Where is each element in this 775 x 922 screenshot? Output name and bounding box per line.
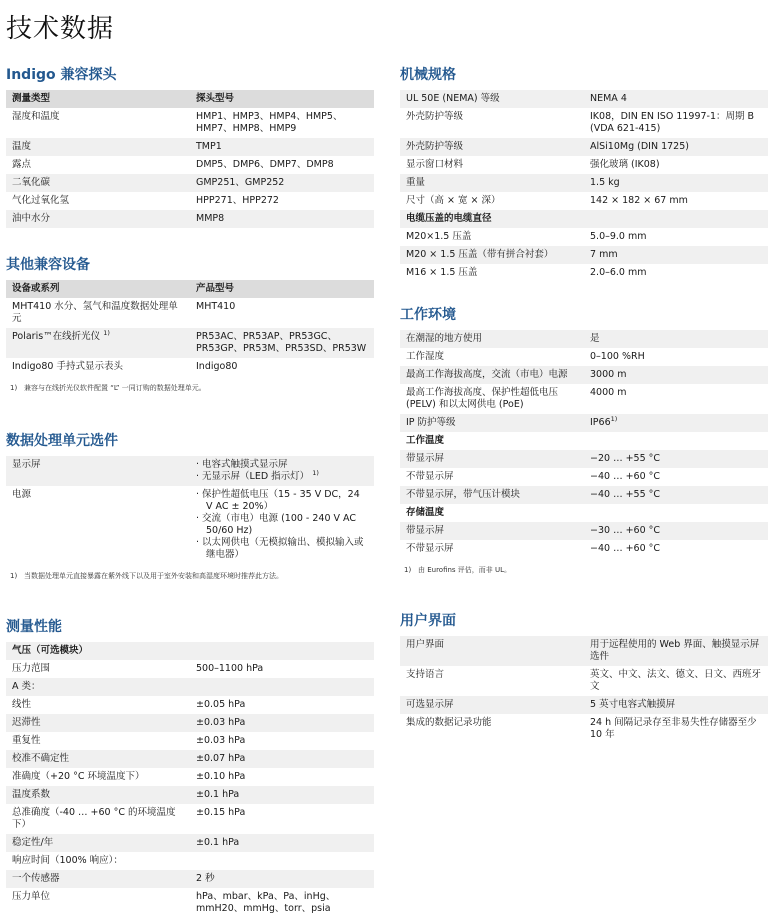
row-label: 总准确度（-40 … +60 °C 的环境温度下） bbox=[12, 807, 176, 830]
mechanical-section bbox=[400, 66, 768, 282]
table-row bbox=[400, 192, 768, 210]
row-value bbox=[584, 108, 768, 138]
row-value: GMP251、GMP252 bbox=[190, 174, 374, 192]
row-value bbox=[584, 366, 768, 384]
bullet-item: · 保护性超低电压（15 - 35 V DC，24 V AC ± 20%） bbox=[196, 489, 360, 512]
bullet-item: · 交流（市电）电源 (100 - 240 V AC 50/60 Hz) bbox=[196, 513, 357, 536]
row-label: 不带显示屏，带气压计模块 bbox=[400, 486, 584, 504]
header-cell: 设备或系列 bbox=[6, 280, 190, 298]
table-row bbox=[400, 348, 768, 366]
table-row bbox=[400, 156, 768, 174]
footnote-text: 当数据处理单元直接暴露在紫外线下以及用于室外安装和高湿度环境时推荐此方法。 bbox=[24, 572, 283, 580]
table-row bbox=[6, 786, 374, 804]
row-value-text: 强化玻璃 (IK08) bbox=[590, 159, 660, 170]
header-cell: 测量类型 bbox=[6, 90, 190, 108]
row-value bbox=[584, 348, 768, 366]
row-value-text: 英文、中文、法文、德文、日文、西班牙文 bbox=[590, 669, 762, 692]
table-row bbox=[6, 156, 374, 174]
row-value-text: NEMA 4 bbox=[590, 93, 627, 104]
row-value-text: IK08，DIN EN ISO 11997-1：周期 B (VDA 621-415) bbox=[590, 111, 755, 134]
row-label: IP 防护等级 bbox=[400, 414, 584, 432]
row-label: 存储温度 bbox=[406, 507, 445, 518]
row-value-text: IP66 bbox=[590, 417, 611, 428]
mechanical-table bbox=[400, 90, 768, 282]
row-value-text: ±0.05 hPa bbox=[196, 699, 246, 710]
table-row bbox=[400, 540, 768, 558]
row-label bbox=[6, 328, 190, 358]
probes-title: Indigo 兼容探头 bbox=[6, 67, 117, 83]
row-label: A 类： bbox=[6, 678, 190, 696]
row-label: 工作温度 bbox=[406, 435, 445, 446]
row-value: HPP271、HPP272 bbox=[196, 195, 279, 206]
row-value bbox=[190, 714, 374, 732]
table-row bbox=[400, 264, 768, 282]
row-value bbox=[190, 888, 374, 918]
row-value bbox=[190, 678, 374, 696]
row-label: 可选显示屏 bbox=[400, 696, 584, 714]
table-subheader bbox=[400, 432, 768, 450]
row-value bbox=[584, 90, 768, 108]
table-row bbox=[6, 870, 374, 888]
table-row bbox=[400, 414, 768, 432]
table-row bbox=[6, 888, 374, 918]
footnote-text: 由 Eurofins 评估，而非 UL。 bbox=[418, 566, 512, 574]
row-label: 集成的数据记录功能 bbox=[406, 717, 492, 728]
table-row bbox=[6, 210, 374, 228]
row-label: 压力单位 bbox=[12, 891, 51, 902]
footnote-text: 兼容与在线折光仪软件配置 “L” 一同订购的数据处理单元。 bbox=[24, 384, 206, 392]
table-row bbox=[6, 456, 374, 486]
row-value: HMP1、HMP3、HMP4、HMP5、HMP7、HMP8、HMP9 bbox=[196, 111, 343, 134]
row-value bbox=[190, 870, 374, 888]
row-value: DMP5、DMP6、DMP7、DMP8 bbox=[196, 159, 334, 170]
row-value: MHT410 bbox=[196, 301, 236, 312]
row-label: UL 50E (NEMA) 等级 bbox=[400, 90, 584, 108]
table-row bbox=[6, 696, 374, 714]
row-label: 外壳防护等级 bbox=[406, 111, 464, 122]
header-cell: 探头型号 bbox=[190, 90, 374, 108]
environment-section bbox=[400, 306, 768, 575]
footnote bbox=[400, 565, 768, 575]
devices-title: 其他兼容设备 bbox=[6, 257, 90, 273]
table-row bbox=[6, 192, 374, 210]
row-label: M20×1.5 压盖 bbox=[406, 231, 472, 242]
row-label: 压力范围 bbox=[12, 663, 51, 674]
bullet-item: · 电容式触摸式显示屏 bbox=[196, 459, 288, 470]
bullet-item: · 以太网供电（无模拟输出、模拟输入或继电器） bbox=[196, 537, 364, 560]
processing-title: 数据处理单元选件 bbox=[6, 433, 118, 449]
row-value bbox=[584, 264, 768, 282]
probes-section bbox=[6, 66, 374, 228]
row-value-text: 2 秒 bbox=[196, 873, 215, 884]
table-row bbox=[6, 660, 374, 678]
processing-section bbox=[6, 432, 374, 581]
table-subheader bbox=[400, 210, 768, 228]
table-row bbox=[400, 450, 768, 468]
table-row bbox=[400, 228, 768, 246]
row-value-text: −20 … +55 °C bbox=[590, 453, 661, 464]
table-row bbox=[400, 696, 768, 714]
row-label: 显示窗口材料 bbox=[406, 159, 464, 170]
row-value bbox=[584, 540, 768, 558]
row-value bbox=[584, 174, 768, 192]
table-subheader bbox=[6, 642, 374, 660]
row-label: 电源 bbox=[12, 489, 32, 500]
footnote-marker: 1) bbox=[610, 414, 618, 423]
footnote-number: 1) bbox=[10, 572, 18, 580]
row-value bbox=[584, 696, 768, 714]
row-label: Indigo80 手持式显示表头 bbox=[12, 361, 123, 372]
table-row bbox=[6, 358, 374, 376]
row-value-text: 0–100 %RH bbox=[590, 351, 645, 362]
ui-table bbox=[400, 636, 768, 744]
table-row bbox=[400, 522, 768, 540]
row-value-text: ±0.03 hPa bbox=[196, 735, 246, 746]
row-label: 尺寸（高 × 宽 × 深） bbox=[406, 195, 501, 206]
table-row bbox=[6, 714, 374, 732]
row-value-text: 5 英寸电容式触摸屏 bbox=[590, 699, 676, 710]
row-value bbox=[190, 804, 374, 834]
bullet-item: · 无显示屏（LED 指示灯） $^{1)}$ bbox=[196, 468, 319, 482]
row-value-text: ±0.07 hPa bbox=[196, 753, 246, 764]
row-label: 最高工作海拔高度，交流（市电）电源 bbox=[400, 366, 584, 384]
environment-title: 工作环境 bbox=[400, 307, 456, 323]
row-value-text: 142 × 182 × 67 mm bbox=[590, 195, 688, 206]
row-value bbox=[190, 486, 374, 564]
measurement-title: 测量性能 bbox=[6, 619, 62, 635]
row-value bbox=[190, 660, 374, 678]
row-value bbox=[584, 432, 768, 450]
row-value-text: 4000 m bbox=[590, 387, 627, 398]
row-value bbox=[584, 666, 768, 696]
row-value-text: ±0.03 hPa bbox=[196, 717, 246, 728]
row-label: 不带显示屏 bbox=[406, 543, 454, 554]
table-row bbox=[400, 366, 768, 384]
ui-section bbox=[400, 612, 768, 744]
table-row bbox=[6, 298, 374, 328]
row-value bbox=[584, 156, 768, 174]
row-value-text: −40 … +60 °C bbox=[590, 471, 661, 482]
row-value-text: ±0.15 hPa bbox=[196, 807, 246, 818]
footnote-marker: 1) bbox=[312, 468, 319, 477]
row-label: M16 × 1.5 压盖 bbox=[406, 267, 478, 278]
probes-table bbox=[6, 90, 374, 228]
row-value bbox=[584, 228, 768, 246]
devices-section bbox=[6, 256, 374, 393]
table-row bbox=[6, 768, 374, 786]
table-row bbox=[6, 750, 374, 768]
row-value: Indigo80 bbox=[196, 361, 238, 372]
footnote-marker: 1) bbox=[103, 328, 110, 337]
row-label: 校准不确定性 bbox=[6, 750, 190, 768]
row-value bbox=[584, 210, 768, 228]
row-label: 带显示屏 bbox=[400, 450, 584, 468]
row-value-text: AlSi10Mg (DIN 1725) bbox=[590, 141, 689, 152]
row-label: 电缆压盖的电缆直径 bbox=[400, 210, 584, 228]
row-label: 气化过氧化氢 bbox=[12, 195, 70, 206]
row-value-text: −40 … +55 °C bbox=[590, 489, 661, 500]
row-label: 湿度和温度 bbox=[12, 111, 60, 122]
row-value bbox=[584, 522, 768, 540]
row-value bbox=[584, 714, 768, 744]
table-row bbox=[400, 138, 768, 156]
row-value: PR53AC、PR53AP、PR53GC、PR53GP、PR53M、PR53SD、PR53W bbox=[190, 328, 374, 358]
row-label: 一个传感器 bbox=[6, 870, 190, 888]
row-label: 温度系数 bbox=[6, 786, 190, 804]
row-label: 用户界面 bbox=[400, 636, 584, 666]
row-value bbox=[190, 786, 374, 804]
row-label: 重复性 bbox=[12, 735, 41, 746]
row-label: 气压（可选模块） bbox=[6, 642, 190, 660]
table-row bbox=[400, 108, 768, 138]
row-value-text: 是 bbox=[590, 333, 600, 344]
table-row bbox=[6, 852, 374, 870]
table-row bbox=[6, 108, 374, 138]
row-label: 在潮湿的地方使用 bbox=[400, 330, 584, 348]
row-value-text: 500–1100 hPa bbox=[196, 663, 264, 674]
row-value bbox=[190, 732, 374, 750]
table-row bbox=[400, 330, 768, 348]
row-value-text: 7 mm bbox=[590, 249, 618, 260]
row-value: TMP1 bbox=[190, 138, 374, 156]
table-row bbox=[6, 174, 374, 192]
table-row bbox=[400, 468, 768, 486]
row-value-text: 2.0–6.0 mm bbox=[590, 267, 647, 278]
row-value bbox=[190, 750, 374, 768]
row-label: 油中水分 bbox=[6, 210, 190, 228]
table-row bbox=[6, 834, 374, 852]
table-row bbox=[400, 246, 768, 264]
row-value-text: ±0.1 hPa bbox=[196, 837, 240, 848]
row-value bbox=[190, 834, 374, 852]
row-label: 响应时间（100% 响应）： bbox=[12, 855, 123, 866]
table-row bbox=[6, 804, 374, 834]
row-label: 准确度（+20 °C 环境温度下） bbox=[12, 771, 145, 782]
footnote-number: 1) bbox=[404, 566, 412, 574]
row-value bbox=[584, 384, 768, 414]
row-value-text: 24 h 间隔记录存至非易失性存储器至少 10 年 bbox=[590, 717, 757, 740]
ui-title: 用户界面 bbox=[400, 613, 456, 629]
page-title: 技术数据 bbox=[6, 14, 115, 44]
table-row bbox=[400, 174, 768, 192]
row-value-text: 1.5 kg bbox=[590, 177, 620, 188]
row-value bbox=[584, 246, 768, 264]
measurement-section bbox=[6, 618, 374, 918]
measurement-table bbox=[6, 642, 374, 918]
processing-table bbox=[6, 456, 374, 564]
row-value-text: −30 … +60 °C bbox=[590, 525, 661, 536]
row-value bbox=[584, 330, 768, 348]
row-label: 带显示屏 bbox=[400, 522, 584, 540]
row-value-text: ±0.10 hPa bbox=[196, 771, 246, 782]
row-value bbox=[584, 504, 768, 522]
table-row bbox=[400, 714, 768, 744]
row-label: 工作湿度 bbox=[406, 351, 445, 362]
row-value: MMP8 bbox=[190, 210, 374, 228]
row-value-text: 用于远程使用的 Web 界面、触摸显示屏选件 bbox=[590, 639, 760, 662]
table-header bbox=[6, 90, 374, 108]
devices-table bbox=[6, 280, 374, 376]
table-row bbox=[6, 678, 374, 696]
row-value bbox=[584, 450, 768, 468]
row-label: 重量 bbox=[400, 174, 584, 192]
row-label: MHT410 水分、氢气和温度数据处理单元 bbox=[12, 301, 178, 324]
row-label: 露点 bbox=[12, 159, 32, 170]
row-label: 外壳防护等级 bbox=[400, 138, 584, 156]
table-row bbox=[400, 636, 768, 666]
table-row bbox=[400, 486, 768, 504]
table-row bbox=[400, 384, 768, 414]
row-value bbox=[584, 636, 768, 666]
table-row bbox=[6, 486, 374, 564]
row-value-text: 5.0–9.0 mm bbox=[590, 231, 647, 242]
row-value bbox=[584, 414, 768, 432]
row-value bbox=[190, 456, 374, 486]
row-label: 显示屏 bbox=[6, 456, 190, 486]
row-label: 二氧化碳 bbox=[6, 174, 190, 192]
row-label: 线性 bbox=[12, 699, 32, 710]
row-value-text: ±0.1 hPa bbox=[196, 789, 240, 800]
row-label: 迟滞性 bbox=[6, 714, 190, 732]
row-value bbox=[584, 138, 768, 156]
footnote bbox=[6, 571, 374, 581]
row-label: 支持语言 bbox=[406, 669, 445, 680]
row-value-text: −40 … +60 °C bbox=[590, 543, 661, 554]
table-row bbox=[6, 138, 374, 156]
row-label: 不带显示屏 bbox=[406, 471, 454, 482]
footnote-number: 1) bbox=[10, 384, 18, 392]
environment-table bbox=[400, 330, 768, 558]
header-cell: 产品型号 bbox=[190, 280, 374, 298]
row-value bbox=[190, 696, 374, 714]
row-value bbox=[190, 768, 374, 786]
mechanical-title: 机械规格 bbox=[400, 67, 456, 83]
row-value bbox=[190, 852, 374, 870]
row-value bbox=[584, 192, 768, 210]
row-label: 稳定性/年 bbox=[6, 834, 190, 852]
table-row bbox=[6, 328, 374, 358]
row-value bbox=[190, 642, 374, 660]
row-value bbox=[584, 486, 768, 504]
row-label-text: Polaris™在线折光仪 bbox=[12, 331, 101, 342]
table-row bbox=[400, 666, 768, 696]
table-row bbox=[6, 732, 374, 750]
row-label: 最高工作海拔高度、保护性超低电压 (PELV) 和以太网供电 (PoE) bbox=[406, 387, 559, 410]
row-value bbox=[584, 468, 768, 486]
footnote bbox=[6, 383, 374, 393]
row-value-text: hPa、mbar、kPa、Pa、inHg、mmH20、mmHg、torr、psia bbox=[196, 891, 336, 914]
row-label: 温度 bbox=[6, 138, 190, 156]
table-row bbox=[400, 90, 768, 108]
row-value-text: 3000 m bbox=[590, 369, 627, 380]
row-label: M20 × 1.5 压盖（带有拼合衬套） bbox=[400, 246, 584, 264]
table-header bbox=[6, 280, 374, 298]
table-subheader bbox=[400, 504, 768, 522]
